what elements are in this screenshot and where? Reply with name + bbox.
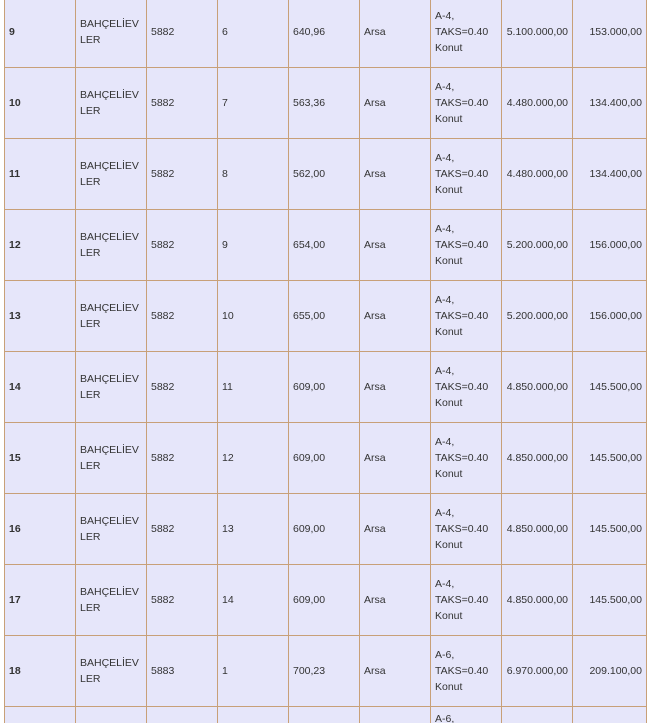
row-number: 9 <box>5 0 76 68</box>
zoning-cell <box>431 565 502 636</box>
quarter-cell <box>76 210 147 281</box>
type-cell: Arsa <box>360 565 431 636</box>
type-cell: Arsa <box>360 139 431 210</box>
quarter-line-2: LER <box>80 247 101 259</box>
quarter-line-2: LER <box>80 389 101 401</box>
quarter-line-1: BAHÇELİEV <box>80 444 139 456</box>
empty-cell <box>289 707 360 723</box>
area-cell: 609,00 <box>289 565 360 636</box>
price-cell: 5.200.000,00 <box>502 210 573 281</box>
price-cell: 4.850.000,00 <box>502 423 573 494</box>
table-row <box>5 281 647 352</box>
zoning-cell <box>431 707 502 723</box>
quarter-cell <box>76 423 147 494</box>
empty-cell <box>360 707 431 723</box>
area-cell: 609,00 <box>289 352 360 423</box>
zoning-cell <box>431 494 502 565</box>
quarter-line-1: BAHÇELİEV <box>80 586 139 598</box>
quarter-line-1: BAHÇELİEV <box>80 302 139 314</box>
zoning-line-3: Konut <box>435 184 463 196</box>
zoning-line-1: A-4, <box>435 294 455 306</box>
zoning-line-3: Konut <box>435 681 463 693</box>
price-cell: 5.100.000,00 <box>502 0 573 68</box>
quarter-line-2: LER <box>80 105 101 117</box>
row-number: 10 <box>5 68 76 139</box>
deposit-cell: 145.500,00 <box>573 352 647 423</box>
quarter-cell <box>76 0 147 68</box>
area-cell: 700,23 <box>289 636 360 707</box>
zoning-line-2: TAKS=0.40 <box>435 26 489 38</box>
block-cell: 5882 <box>147 210 218 281</box>
table-row <box>5 68 647 139</box>
empty-cell <box>76 707 147 723</box>
deposit-cell: 153.000,00 <box>573 0 647 68</box>
parcel-cell: 7 <box>218 68 289 139</box>
block-cell: 5882 <box>147 423 218 494</box>
zoning-line-2: TAKS=0.40 <box>435 381 489 393</box>
quarter-cell <box>76 636 147 707</box>
quarter-line-1: BAHÇELİEV <box>80 373 139 385</box>
quarter-line-2: LER <box>80 531 101 543</box>
table-row <box>5 565 647 636</box>
zoning-cell <box>431 423 502 494</box>
zoning-line-1: A-6, <box>435 713 455 723</box>
zoning-line-2: TAKS=0.40 <box>435 97 489 109</box>
zoning-line-2: TAKS=0.40 <box>435 310 489 322</box>
block-cell: 5882 <box>147 494 218 565</box>
area-cell: 654,00 <box>289 210 360 281</box>
area-cell: 563,36 <box>289 68 360 139</box>
price-cell: 4.480.000,00 <box>502 139 573 210</box>
type-cell: Arsa <box>360 494 431 565</box>
deposit-cell: 145.500,00 <box>573 423 647 494</box>
quarter-cell <box>76 565 147 636</box>
quarter-line-1: BAHÇELİEV <box>80 18 139 30</box>
block-cell: 5882 <box>147 68 218 139</box>
table-row <box>5 210 647 281</box>
quarter-line-2: LER <box>80 602 101 614</box>
quarter-line-1: BAHÇELİEV <box>80 160 139 172</box>
quarter-cell <box>76 494 147 565</box>
zoning-line-1: A-4, <box>435 436 455 448</box>
parcel-cell: 10 <box>218 281 289 352</box>
row-number: 17 <box>5 565 76 636</box>
deposit-cell: 156.000,00 <box>573 210 647 281</box>
area-cell: 640,96 <box>289 0 360 68</box>
table-row <box>5 0 647 68</box>
price-cell: 5.200.000,00 <box>502 281 573 352</box>
zoning-line-3: Konut <box>435 468 463 480</box>
empty-cell <box>5 707 76 723</box>
zoning-line-1: A-4, <box>435 578 455 590</box>
row-number: 14 <box>5 352 76 423</box>
quarter-line-2: LER <box>80 318 101 330</box>
block-cell: 5882 <box>147 565 218 636</box>
deposit-cell: 134.400,00 <box>573 68 647 139</box>
zoning-cell <box>431 210 502 281</box>
type-cell: Arsa <box>360 0 431 68</box>
quarter-cell <box>76 281 147 352</box>
quarter-line-2: LER <box>80 176 101 188</box>
parcel-cell: 12 <box>218 423 289 494</box>
zoning-line-1: A-4, <box>435 152 455 164</box>
zoning-cell <box>431 68 502 139</box>
deposit-cell: 145.500,00 <box>573 494 647 565</box>
zoning-cell <box>431 636 502 707</box>
zoning-line-2: TAKS=0.40 <box>435 523 489 535</box>
price-cell: 6.970.000,00 <box>502 636 573 707</box>
zoning-line-1: A-4, <box>435 365 455 377</box>
type-cell: Arsa <box>360 68 431 139</box>
zoning-line-2: TAKS=0.40 <box>435 168 489 180</box>
zoning-line-1: A-4, <box>435 10 455 22</box>
type-cell: Arsa <box>360 210 431 281</box>
parcel-cell: 8 <box>218 139 289 210</box>
quarter-line-2: LER <box>80 460 101 472</box>
quarter-cell <box>76 68 147 139</box>
price-cell: 4.850.000,00 <box>502 352 573 423</box>
type-cell: Arsa <box>360 636 431 707</box>
block-cell: 5883 <box>147 636 218 707</box>
area-cell: 655,00 <box>289 281 360 352</box>
row-number: 18 <box>5 636 76 707</box>
area-cell: 609,00 <box>289 494 360 565</box>
parcel-cell: 13 <box>218 494 289 565</box>
zoning-line-3: Konut <box>435 42 463 54</box>
row-number: 11 <box>5 139 76 210</box>
table-row <box>5 352 647 423</box>
row-number: 16 <box>5 494 76 565</box>
row-number: 13 <box>5 281 76 352</box>
table-row <box>5 494 647 565</box>
empty-cell <box>147 707 218 723</box>
parcel-cell: 11 <box>218 352 289 423</box>
zoning-cell <box>431 139 502 210</box>
zoning-line-3: Konut <box>435 610 463 622</box>
block-cell: 5882 <box>147 139 218 210</box>
zoning-cell <box>431 0 502 68</box>
quarter-line-1: BAHÇELİEV <box>80 231 139 243</box>
price-cell: 4.480.000,00 <box>502 68 573 139</box>
zoning-line-3: Konut <box>435 255 463 267</box>
zoning-line-1: A-6, <box>435 649 455 661</box>
table-body <box>5 0 647 723</box>
zoning-line-2: TAKS=0.40 <box>435 594 489 606</box>
quarter-cell <box>76 352 147 423</box>
parcel-cell: 1 <box>218 636 289 707</box>
zoning-cell <box>431 352 502 423</box>
parcel-sale-table <box>4 0 647 723</box>
quarter-line-1: BAHÇELİEV <box>80 89 139 101</box>
deposit-cell: 145.500,00 <box>573 565 647 636</box>
zoning-line-1: A-4, <box>435 81 455 93</box>
zoning-cell <box>431 281 502 352</box>
deposit-cell: 156.000,00 <box>573 281 647 352</box>
table-row <box>5 636 647 707</box>
price-cell: 4.850.000,00 <box>502 565 573 636</box>
area-cell: 562,00 <box>289 139 360 210</box>
table-row <box>5 139 647 210</box>
zoning-line-3: Konut <box>435 397 463 409</box>
empty-cell <box>218 707 289 723</box>
zoning-line-2: TAKS=0.40 <box>435 239 489 251</box>
table-row <box>5 423 647 494</box>
area-cell: 609,00 <box>289 423 360 494</box>
parcel-cell: 9 <box>218 210 289 281</box>
zoning-line-2: TAKS=0.40 <box>435 452 489 464</box>
block-cell: 5882 <box>147 0 218 68</box>
parcel-cell: 14 <box>218 565 289 636</box>
quarter-line-2: LER <box>80 673 101 685</box>
type-cell: Arsa <box>360 352 431 423</box>
empty-cell <box>502 707 573 723</box>
block-cell: 5882 <box>147 352 218 423</box>
row-number: 12 <box>5 210 76 281</box>
table-row-partial <box>5 707 647 723</box>
deposit-cell: 209.100,00 <box>573 636 647 707</box>
row-number: 15 <box>5 423 76 494</box>
quarter-line-2: LER <box>80 34 101 46</box>
zoning-line-2: TAKS=0.40 <box>435 665 489 677</box>
zoning-line-3: Konut <box>435 539 463 551</box>
price-cell: 4.850.000,00 <box>502 494 573 565</box>
quarter-line-1: BAHÇELİEV <box>80 657 139 669</box>
parcel-cell: 6 <box>218 0 289 68</box>
zoning-line-1: A-4, <box>435 507 455 519</box>
quarter-line-1: BAHÇELİEV <box>80 515 139 527</box>
empty-cell <box>573 707 647 723</box>
quarter-cell <box>76 139 147 210</box>
type-cell: Arsa <box>360 423 431 494</box>
deposit-cell: 134.400,00 <box>573 139 647 210</box>
zoning-line-3: Konut <box>435 113 463 125</box>
zoning-line-1: A-4, <box>435 223 455 235</box>
zoning-line-3: Konut <box>435 326 463 338</box>
block-cell: 5882 <box>147 281 218 352</box>
type-cell: Arsa <box>360 281 431 352</box>
